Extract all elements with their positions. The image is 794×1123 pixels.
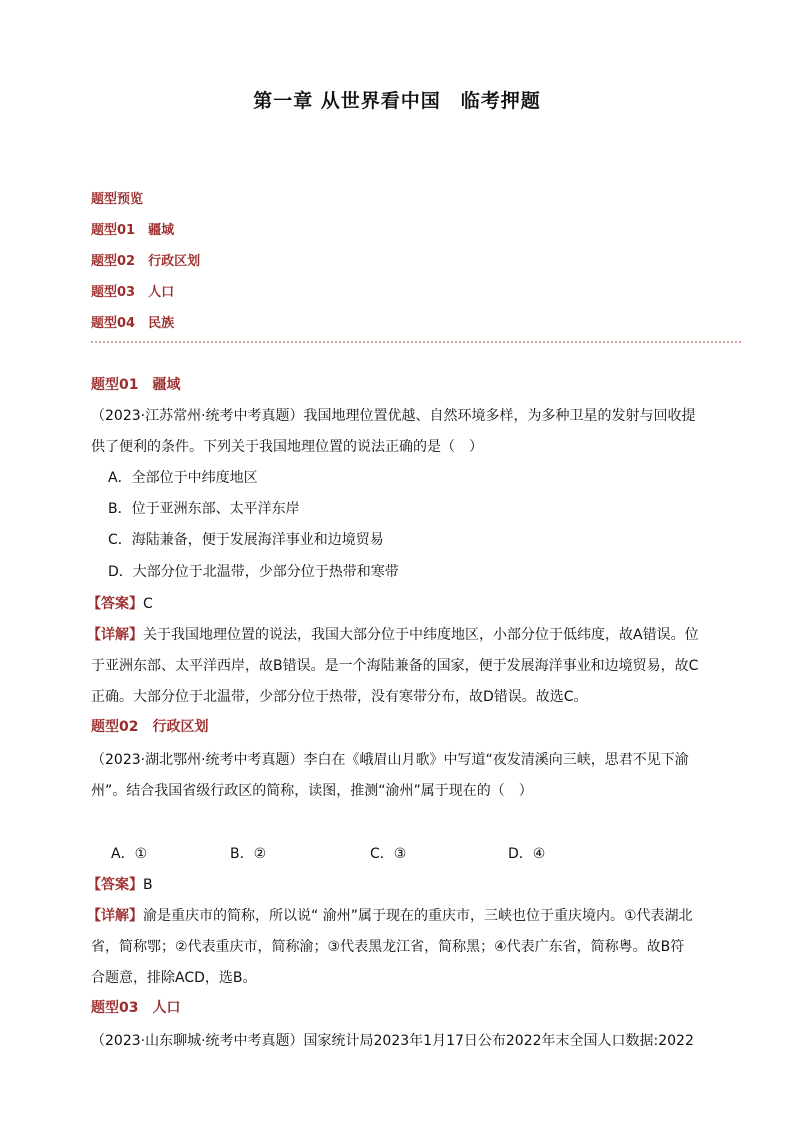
q1-explain-line1	[87, 624, 699, 644]
q2-option-b: B．②	[230, 846, 267, 862]
answer-tag: 【答案】	[87, 596, 143, 612]
q1-option-a: A．全部位于中纬度地区	[108, 470, 258, 486]
q3-stem-line1: （2023·山东聊城·统考中考真题）国家统计局2023年1月17日公布2022年末全国人口数据:2022	[91, 1033, 694, 1049]
page-title: 第一章 从世界看中国 临考押题	[253, 90, 541, 112]
answer-tag: 【答案】	[87, 877, 143, 893]
q2-explain-line3: 合题意，排除ACD，选B。	[91, 970, 257, 986]
q1-explain-line2: 于亚洲东部、太平洋西岸，故B错误。是一个海陆兼备的国家，便于发展海洋事业和边境贸易，故C	[91, 658, 699, 674]
q1-option-b: B．位于亚洲东部、太平洋东岸	[108, 501, 300, 517]
toc-item-4[interactable]: 题型04 民族	[91, 316, 175, 331]
q2-stem-line1: （2023·湖北鄂州·统考中考真题）李白在《峨眉山月歌》中写道“夜发清溪向三峡，思君不见下渝	[91, 752, 689, 768]
q2-stem-line2: 州”。结合我国省级行政区的简称，读图，推测“渝州”属于现在的（ ）	[91, 783, 533, 799]
toc-item-3[interactable]: 题型03 人口	[91, 285, 175, 300]
q1-stem-line2: 供了便利的条件。下列关于我国地理位置的说法正确的是（ ）	[91, 439, 483, 455]
q2-explain-line1	[87, 905, 693, 925]
toc-item-1[interactable]: 题型01 疆域	[91, 223, 175, 238]
q1-option-d: D．大部分位于北温带，少部分位于热带和寒带	[108, 564, 399, 580]
explain-tag: 【详解】	[87, 627, 143, 643]
toc-item-2[interactable]: 题型02 行政区划	[91, 254, 201, 269]
q2-explain-line2: 省，简称鄂；②代表重庆市，简称渝；③代表黑龙江省，简称黑；④代表广东省，简称粤。故B符	[91, 939, 685, 955]
preview-heading: 题型预览	[91, 192, 144, 207]
explain-text: 关于我国地理位置的说法，我国大部分位于中纬度地区，小部分位于低纬度，故A错误。位	[143, 627, 699, 643]
answer-value: B	[143, 877, 153, 893]
section-label-2: 题型02 行政区划	[91, 719, 209, 735]
answer-value: C	[143, 596, 153, 612]
q1-answer	[87, 593, 153, 613]
q2-option-c: C．③	[370, 846, 407, 862]
dotted-divider	[91, 341, 741, 343]
explain-tag: 【详解】	[87, 908, 143, 924]
q1-option-c: C．海陆兼备，便于发展海洋事业和边境贸易	[108, 532, 384, 548]
q1-stem-line1: （2023·江苏常州·统考中考真题）我国地理位置优越、自然环境多样，为多种卫星的发射与回收提	[91, 408, 696, 424]
explain-text: 渝是重庆市的简称，所以说“ 渝州”属于现在的重庆市，三峡也位于重庆境内。①代表湖北	[143, 908, 693, 924]
section-label-1: 题型01 疆域	[91, 377, 181, 393]
q1-explain-line3: 正确。大部分位于北温带，少部分位于热带，没有寒带分布，故D错误。故选C。	[91, 689, 588, 705]
q2-option-d: D．④	[508, 846, 546, 862]
section-label-3: 题型03 人口	[91, 1000, 181, 1016]
q2-option-a: A．①	[111, 846, 148, 862]
q2-answer	[87, 874, 153, 894]
